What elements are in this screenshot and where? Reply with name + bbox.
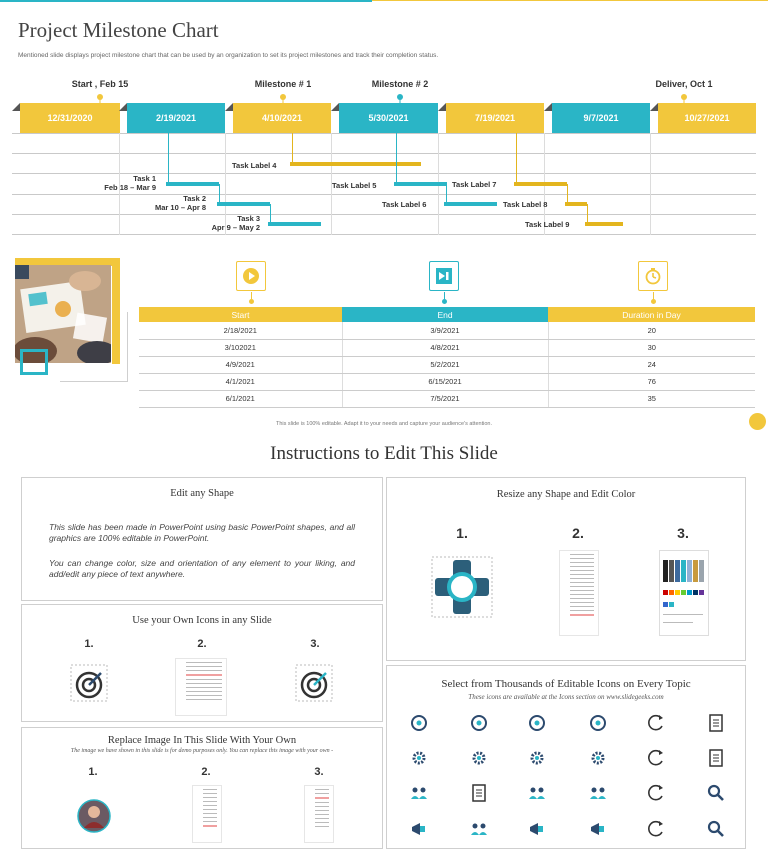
milestone-2-label: Milestone # 2 [371,79,429,89]
award-icon [468,782,490,804]
editable-icons-panel [386,665,746,849]
team-meeting-icon [526,782,548,804]
page-subtitle: Mentioned slide displays project milestone chart that can be used by an organization to set its project milestones and track their completion status. [18,52,439,59]
task-name: Task 1 [133,174,156,183]
table-row [139,390,755,407]
milestone-deliver-label: Deliver, Oct 1 [655,79,713,89]
table-cell: 2/18/2021 [139,322,342,339]
sync-icon [645,782,667,804]
table-cell: 35 [548,390,755,407]
task-3-bar [268,222,321,226]
date-bar-1 [20,103,120,133]
loudspeaker-icon [526,818,548,840]
date-bar-7 [658,103,756,133]
table-row [139,322,755,339]
decorative-dot [749,413,766,430]
date-label: 12/31/2020 [47,113,93,123]
table-cell: 3/102021 [139,339,342,356]
shape-resize-icon [429,554,495,620]
task-8-label: Task Label 8 [503,200,548,209]
task-9-bar [585,222,623,226]
edit-shape-panel [21,477,383,601]
date-label: 10/27/2021 [684,113,730,123]
step-number: 2. [197,638,207,650]
table-cell: 6/15/2021 [342,373,548,390]
target-crosshair-icon [408,712,430,734]
replace-image-panel [21,727,383,849]
task-7-label: Task Label 7 [452,180,497,189]
picture-accent-square [20,349,48,375]
bullhorn-icon [587,818,609,840]
panel-subtitle: The image we have shown in this slide is for demo purposes only. You can replace this image with your own - [70,748,334,754]
task-5-bar [394,182,447,186]
table-cell: 30 [548,339,755,356]
gear-icon [468,747,490,769]
table-row [139,356,755,373]
step-number: 2. [572,525,584,541]
portrait-image-icon [76,798,112,834]
crosshair-icon [587,712,609,734]
start-icon-box [236,261,266,291]
team-icon [408,782,430,804]
panel-title: Replace Image In This Slide With Your Own [107,735,297,746]
date-label: 9/7/2021 [583,113,619,123]
task-name: Task 2 [183,194,206,203]
task-1-label [80,174,156,192]
panel-title: Resize any Shape and Edit Color [496,489,636,500]
stopwatch-icon [644,267,662,285]
task-range: Mar 10 – Apr 8 [155,203,206,212]
cycle-icon [645,818,667,840]
task-2-connector [219,184,220,203]
task-range: Feb 18 – Mar 9 [104,183,156,192]
step-number: 1. [84,638,94,650]
duration-icon-box [638,261,668,291]
table-cell: 4/8/2021 [342,339,548,356]
task-range: Apr 9 – May 2 [211,223,260,232]
editable-note: This slide is 100% editable. Adapt it to your needs and capture your audience's attention. [276,421,492,427]
task-4-bar [290,162,421,166]
task-name: Task 3 [237,214,260,223]
hand-coin-icon [468,818,490,840]
step-number: 1. [88,766,98,778]
brain-gear-icon [526,747,548,769]
date-label: 5/30/2021 [368,113,409,123]
panel-subtitle: These icons are available at the Icons section on www.slidegeeks.com [468,693,664,701]
task-9-connector [587,204,588,224]
date-bar-6 [552,103,650,133]
page-title: Project Milestone Chart [18,18,219,42]
group-icon [587,782,609,804]
table-cell: 7/5/2021 [342,390,548,407]
step-number: 3. [677,525,689,541]
panel-title: Edit any Shape [170,488,234,499]
task-1-connector [168,133,169,184]
table-cell: 5/2/2021 [342,356,548,373]
task-7-connector [516,133,517,184]
panel-title: Select from Thousands of Editable Icons on Every Topic [441,678,691,690]
step-number: 3. [310,638,320,650]
date-bar-2 [127,103,225,133]
task-8-bar [565,202,587,206]
dart-target-colored-icon [294,663,334,703]
task-6-label: Task Label 6 [382,200,427,209]
panel-paragraph: You can change color, size and orientation of any element to your liking, and add/edit any piece of text anywhere. [49,558,355,579]
gear-pair-icon [587,747,609,769]
search-gear-icon [705,818,727,840]
task-2-label [128,194,206,212]
task-3-label [184,214,260,232]
task-6-bar [444,202,497,206]
checklist-icon [705,712,727,734]
step-number: 2. [201,766,211,778]
table-cell: 4/9/2021 [139,356,342,373]
end-icon-box [429,261,459,291]
date-label: 2/19/2021 [155,113,197,123]
context-menu-thumbnail [559,550,599,636]
megaphone-icon [408,818,430,840]
table-row [139,339,755,356]
milestone-1-label: Milestone # 1 [254,79,312,89]
dart-target-icon [69,663,109,703]
date-bar-4 [339,103,438,133]
refresh-circle-icon [645,747,667,769]
task-3-connector [270,204,271,223]
table-row [139,373,755,390]
task-9-label: Task Label 9 [525,220,570,229]
trophy-target-icon [526,712,548,734]
table-cell: 6/1/2021 [139,390,342,407]
document-list-icon [705,747,727,769]
task-1-bar [166,182,219,186]
task-5-label: Task Label 5 [332,181,377,190]
gear-sun-icon [408,747,430,769]
panel-title: Use your Own Icons in any Slide [132,615,272,626]
step-number: 1. [456,525,468,541]
col-start-header: Start [139,307,342,322]
refresh-icon [645,712,667,734]
task-4-label: Task Label 4 [232,161,277,170]
play-circle-icon [242,267,260,285]
task-4-connector [292,133,293,165]
context-menu-thumbnail [192,785,222,843]
task-6-connector [446,184,447,204]
col-end-header: End [342,307,548,322]
col-duration-header: Duration in Day [548,307,755,322]
table-cell: 4/1/2021 [139,373,342,390]
milestone-start-label: Start , Feb 15 [71,79,129,89]
table-cell: 24 [548,356,755,373]
task-2-bar [217,202,270,206]
own-icons-panel [21,604,383,722]
date-label: 4/10/2021 [261,113,303,123]
date-bar-3 [233,103,331,133]
dart-target-icon [468,712,490,734]
color-palette-icon [659,550,709,636]
step-number: 3. [314,766,324,778]
table-cell: 20 [548,322,755,339]
panel-paragraph: This slide has been made in PowerPoint using basic PowerPoint shapes, and all graphics are 100% editable in PowerPoint. [49,522,355,543]
task-7-bar [514,182,567,186]
table-cell: 3/9/2021 [342,322,548,339]
duration-table [139,307,755,408]
task-8-connector [567,184,568,204]
resize-shape-panel [386,477,746,661]
skip-forward-icon [435,267,453,285]
magnifier-icon [705,782,727,804]
table-cell: 76 [548,373,755,390]
instructions-title: Instructions to Edit This Slide [270,443,498,464]
context-menu-thumbnail [175,658,227,716]
task-5-connector [396,133,397,185]
format-panel-thumbnail [304,785,334,843]
date-label: 7/19/2021 [474,113,516,123]
top-accent-line [0,0,768,4]
date-bar-5 [446,103,544,133]
